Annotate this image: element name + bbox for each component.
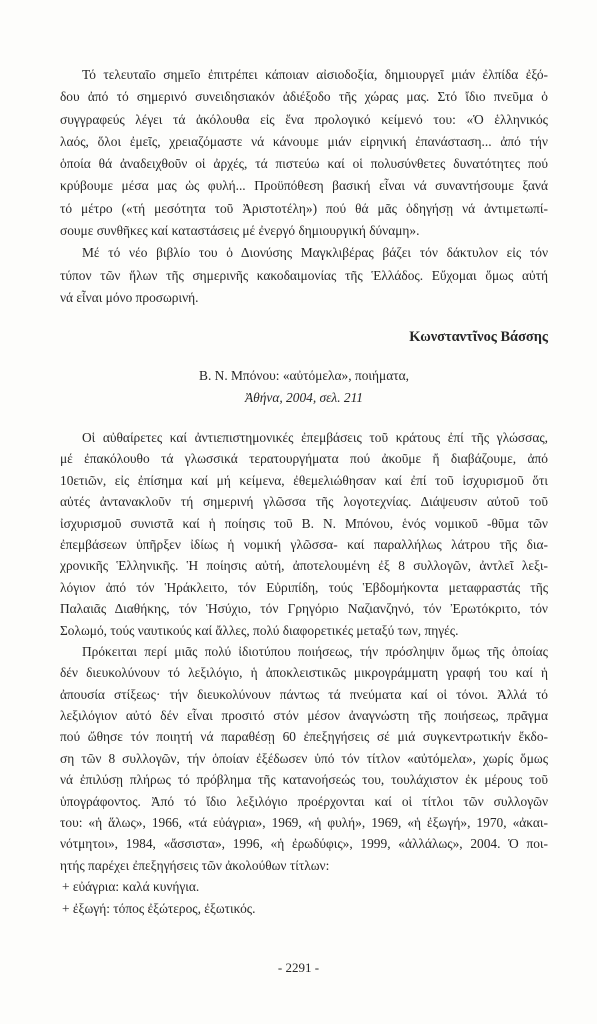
author-signature: Κωνσταντῖνος Βάσσης <box>409 329 548 345</box>
publication-info: Ἀθήνα, 2004, σελ. 211 <box>244 389 363 405</box>
paragraph-line: Παλαιᾶς Διαθήκης, τόν Ἡσύχιο, τόν Γρηγόριο Ναζιανζηνό, τόν Ἐρωτόκριτο, τόν <box>60 601 548 617</box>
paragraph-line: αὐτές ἀντανακλοῦν τή σημερινή γλῶσσα τῆς λογοτεχνίας. Διάψευσιν αὐτοῦ τοῦ <box>60 494 548 510</box>
paragraph-line: συγγραφεύς λέγει τά ἀκόλουθα εἰς ἕνα προλογικό κείμενό του: «Ὁ ἑλληνικός <box>60 111 548 127</box>
paragraph-line: χρονικῆς Ἑλληνικῆς. Ἡ ποίησις αὐτή, ἀποτελουμένη ἐξ 8 συλλογῶν, ἀντλεῖ λεξι- <box>60 558 548 574</box>
paragraph-line: μέ ἐπακόλουθο τά γλωσσικά τερατουργήματα πού ἀκοῦμε ἤ διαβάζουμε, ἀπό <box>60 451 548 467</box>
paragraph-line: ητής παρέχει ἐπεξηγήσεις τῶν ἀκολούθων τίτλων: <box>60 857 330 873</box>
paragraph-line: 10ετιῶν, εἰς ἐπίσημα καί μή κείμενα, ἐθεμελιώθησαν καί ἐπί τοῦ ἰσχυρισμοῦ ὅτι <box>60 472 548 488</box>
paragraph-line: λεξιλόγιον αὐτό δέν εἶναι προσιτό στόν μέσον ἀναγνώστη τῆς ποιήσεως, πρᾶγμα <box>60 708 548 724</box>
paragraph-line: τύπον τῶν ἥλων τῆς σημερινῆς κακοδαιμονίας τῆς Ἑλλάδος. Εὔχομαι ὅμως αὐτή <box>60 267 548 283</box>
paragraph-line: ἀπουσία στίξεως· τήν διευκολύνουν πάντως τά πνεύματα καί οἱ τόνοι. Ἀλλά τό <box>60 686 548 702</box>
paragraph-line: πού ὤθησε τόν ποιητή νά παραθέσῃ 60 ἐπεξηγήσεις σέ μιά συγκεντρωτικήν ἔκδο- <box>60 729 548 745</box>
paragraph-line: ἰσχυρισμοῦ συνιστᾶ καί ἡ ποίησις τοῦ Β. Ν. Μπόνου, ἑνός νομικοῦ -θῦμα τῶν <box>60 515 548 531</box>
paragraph-line: νά ἐπιλύσῃ πλήρως τό πρόβλημα τῆς κατανοήσεώς του, τουλάχιστον ἐκ μέρους τοῦ <box>60 772 548 788</box>
paragraph-line: Οἱ αὐθαίρετες καί ἀντιεπιστημονικές ἐπεμβάσεις τοῦ κράτους ἐπί τῆς γλώσσας, <box>82 430 548 445</box>
paragraph-line: δου ἀπό τό σημερινό συνειδησιακόν ἀδιέξοδο τῆς χώρας μας. Στό ἴδιο πνεῦμα ὁ <box>60 89 548 105</box>
paragraph-line: νά εἶναι μόνο προσωρινή. <box>60 289 199 305</box>
review-2-heading <box>60 365 548 408</box>
review-1-body <box>60 64 548 309</box>
paragraph <box>60 641 548 876</box>
paragraph-line: νότμητοι», 1984, «ἄσσιστα», 1996, «ἡ ἐρωδύφις», 1999, «ἀλλάλως», 2004. Ὁ ποι- <box>60 836 548 852</box>
paragraph-line: δέν διευκολύνουν τό λεξιλόγιο, ἡ ἀποκλειστικῶς μικρογράμματη γραφή του καί ἡ <box>60 665 548 681</box>
review-2-body <box>60 427 548 919</box>
paragraph-line: ὁποία θά ἀναδειχθοῦν οἱ ἀρχές, τά πιστεύω καί οἱ πολυσύνθετες δυνατότητες πού <box>60 156 548 172</box>
paragraph <box>60 427 548 641</box>
paragraph-line: λαός, ὅλοι ἐμεῖς, χρειαζόμαστε νά κάνουμε μιάν εἰρηνική ἐπανάσταση... ἀπό τήν <box>60 133 548 149</box>
paragraph-line: ση τῶν 8 συλλογῶν, τήν ὁποίαν ἐξέδωσεν ὑπό τόν τίτλον «αὐτόμελα», χωρίς ὅμως <box>60 750 548 766</box>
paragraph <box>60 64 548 242</box>
glossary-item: + ἐξωγή: τόπος ἐξώτερος, ἐξωτικός. <box>62 900 256 916</box>
page-number: - 2291 - <box>277 960 320 975</box>
glossary-list <box>60 876 548 919</box>
book-title-line: Β. Ν. Μπόνου: «αὐτόμελα», ποιήματα, <box>199 368 409 383</box>
paragraph-line: σουμε συνθῆκες καί καταστάσεις μέ ἐνεργό δημιουργική δύναμη». <box>60 223 420 239</box>
paragraph <box>60 242 548 309</box>
paragraph-line: του: «ἡ ἅλως», 1966, «τά εὐάγρια», 1969, «ἡ φυλή», 1969, «ἡ ἐξωγή», 1970, «ἀκαι- <box>60 815 548 831</box>
paragraph-line: κρύβουμε μέσα μας ὡς φυλή... Προϋπόθεση βασική εἶναι νά συναντήσουμε ξανά <box>60 178 548 194</box>
paragraph-line: Πρόκειται περί μιᾶς πολύ ἰδιοτύπου ποιήσεως, τήν πρόσληψιν ὅμως τῆς ὁποίας <box>82 643 548 659</box>
paragraph-line: Τό τελευταῖο σημεῖο ἐπιτρέπει κάποιαν αἰσιοδοξία, δημιουργεῖ μιάν ἐλπίδα ἐξό- <box>82 67 548 82</box>
paragraph-line: ἐπεμβάσεων ὑπῆρξεν ἰδίως ἡ νομική γλῶσσα- καί παραλλήλως λάτρου τῆς δια- <box>60 536 548 552</box>
paragraph-line: τό μέτρο («τή μεσότητα τοῦ Ἀριστοτέλη») πού θά μᾶς ὁδηγήσῃ νά ἀντιμετωπί- <box>60 200 548 216</box>
paragraph-line: Μέ τό νέο βιβλίο του ὁ Διονύσης Μαγκλιβέρας βάζει τόν δάκτυλον εἰς τόν <box>82 245 548 261</box>
glossary-item: + εὐάγρια: καλά κυνήγια. <box>62 879 200 895</box>
paragraph-line: λόγιον ἀπό τόν Ἡράκλειτο, τόν Εὐριπίδη, τούς Ἑβδομήκοντα μεταφραστάς τῆς <box>60 579 548 595</box>
paragraph-line: Σολωμό, τούς ναυτικούς καί ἄλλες, πολύ διαφορετικές μεταξύ των, πηγές. <box>60 622 459 638</box>
paragraph-line: ὑπογράφοντος. Ἀπό τό ἴδιο λεξιλόγιο προέρχονται καί οἱ τίτλοι τῶν συλλογῶν <box>60 793 548 809</box>
